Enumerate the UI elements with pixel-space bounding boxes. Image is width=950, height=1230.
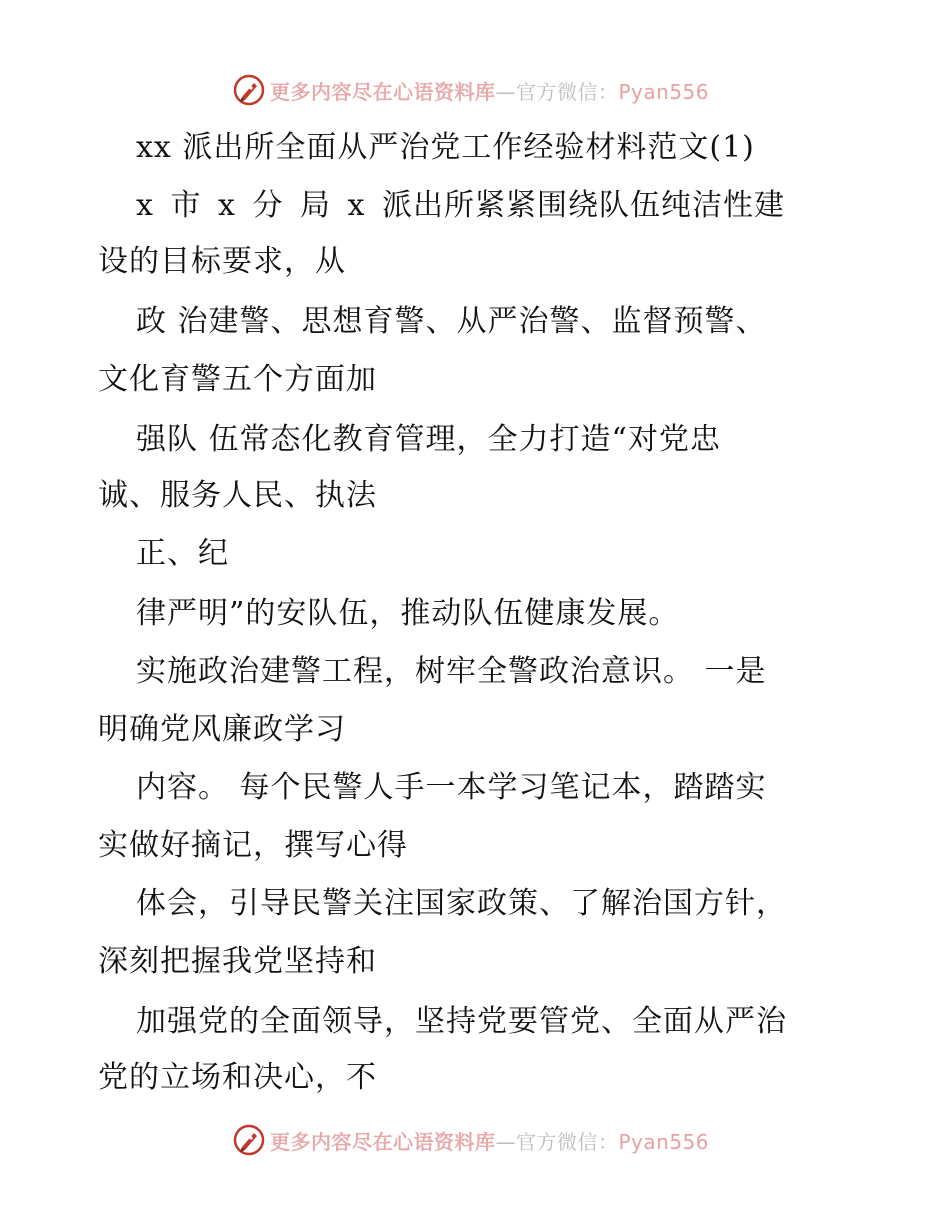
text-line: 明确党风廉政学习: [98, 712, 346, 747]
text-line: 深刻把握我党坚持和: [98, 944, 377, 979]
text-line: 正、纪: [136, 536, 229, 571]
text-line: x 市 x 分 局 x 派出所紧紧围绕队伍纯洁性建: [136, 188, 785, 223]
document-title: xx 派出所全面从严治党工作经验材料范文(1): [136, 130, 755, 165]
watermark-id: Pyan556: [618, 1129, 710, 1154]
pen-nib-logo-icon: [232, 1123, 266, 1157]
text-line: 诚、服务人民、执法: [98, 478, 377, 513]
text-line: 实做好摘记，撰写心得: [98, 828, 408, 863]
watermark-tail: 官方微信：: [516, 79, 619, 104]
text-line: 律严明”的安队伍，推动队伍健康发展。: [136, 596, 680, 631]
watermark-separator: —: [495, 79, 516, 104]
footer-watermark-banner: [232, 1120, 709, 1160]
watermark-separator: —: [495, 1129, 516, 1154]
text-line: 内容。 每个民警人手一本学习笔记本，踏踏实: [136, 770, 767, 805]
watermark-text: [270, 1126, 709, 1155]
text-line: 文化育警五个方面加: [98, 362, 377, 397]
text-line: 加强党的全面领导，坚持党要管党、全面从严治: [136, 1004, 787, 1039]
text-line: 强队 伍常态化教育管理，全力打造“对党忠: [136, 422, 721, 457]
watermark-main: 更多内容尽在心语资料库: [270, 1129, 496, 1154]
text-line: 政 治建警、思想育警、从严治警、监督预警、: [136, 304, 767, 339]
text-line: 体会，引导民警关注国家政策、了解治国方针，: [136, 886, 787, 921]
watermark-tail: 官方微信：: [516, 1129, 619, 1154]
watermark-main: 更多内容尽在心语资料库: [270, 79, 496, 104]
text-line: 实施政治建警工程，树牢全警政治意识。 一是: [136, 654, 767, 689]
text-line: 党的立场和决心，不: [98, 1060, 377, 1095]
text-line: 设的目标要求，从: [98, 244, 346, 279]
watermark-id: Pyan556: [618, 79, 710, 104]
